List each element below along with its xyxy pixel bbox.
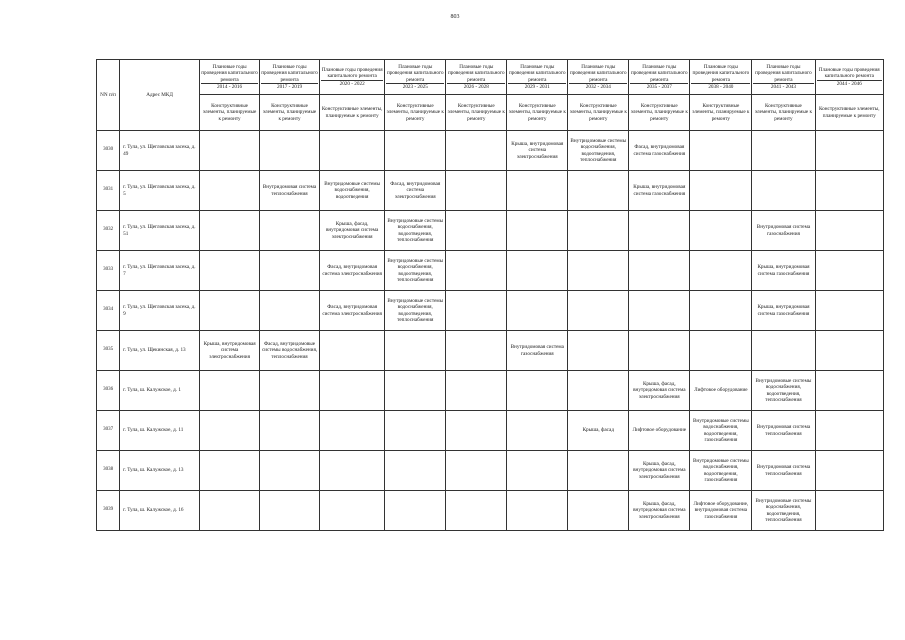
repair-cell: Крыша, внутридомовая система электроснабжения (507, 131, 568, 171)
period-years: 2023 - 2025 (386, 83, 444, 90)
repair-cell (568, 451, 629, 491)
period-header (320, 60, 385, 95)
row-number: 3036 (97, 371, 120, 411)
repair-cell (568, 171, 629, 211)
repair-cell (507, 171, 568, 211)
period-header (690, 60, 752, 95)
table-row (97, 171, 884, 211)
period-years: 2026 - 2028 (447, 83, 505, 90)
repair-cell (260, 131, 320, 171)
row-number: 3033 (97, 251, 120, 291)
repair-cell: Внутридомовые системы водоснабжения, водоотведения, теплоснабжения (385, 251, 446, 291)
repair-cell (385, 451, 446, 491)
repair-cell: Фасад, внутридомовая система электроснабжения (385, 171, 446, 211)
repair-cell: Фасад, внутридомовая система электроснабжения (320, 291, 385, 331)
period-years: 2014 - 2016 (201, 83, 258, 90)
elements-subheader: Конструктивные элементы, планируемые к ремонту (507, 95, 568, 131)
repair-cell: Внутридомовые системы водоснабжения, водоотведения, теплоснабжения (568, 131, 629, 171)
repair-cell (446, 211, 507, 251)
repair-cell (260, 251, 320, 291)
repair-cell: Фасад, внутридомовая система электроснабжения (320, 251, 385, 291)
table-row (97, 371, 884, 411)
repair-cell: Внутридомовые системы водоснабжения, водоотведения, теплоснабжения (752, 371, 815, 411)
repair-cell (507, 211, 568, 251)
period-years: 2035 - 2037 (630, 83, 688, 90)
repair-cell (446, 131, 507, 171)
row-number: 3039 (97, 491, 120, 531)
repair-cell (507, 371, 568, 411)
repair-cell (200, 371, 260, 411)
repair-cell: Внутридомовые системы водоснабжения, водоотведения, газоснабжения (690, 451, 752, 491)
repair-cell: Крыша, фасад, внутридомовая система электроснабжения (320, 211, 385, 251)
table-row (97, 211, 884, 251)
repair-cell: Крыша, внутридомовая система газоснабжения (629, 171, 690, 211)
repair-cell: Лифтовое оборудование (629, 411, 690, 451)
repair-cell (200, 131, 260, 171)
address-column-header: Адрес МКД (120, 60, 200, 131)
period-header (260, 60, 320, 95)
repair-cell (385, 411, 446, 451)
repair-cell (568, 371, 629, 411)
repair-cell (200, 171, 260, 211)
row-address: г. Тула, ш. Калужское, д. 13 (120, 451, 200, 491)
row-number: 3035 (97, 331, 120, 371)
repair-cell (385, 491, 446, 531)
row-number: 3031 (97, 171, 120, 211)
elements-subheader: Конструктивные элементы, планируемые к ремонту (320, 95, 385, 131)
table-row (97, 451, 884, 491)
repair-cell: Внутридомовые системы водоснабжения, водоотведения, газоснабжения (690, 411, 752, 451)
row-address: г. Тула, ш. Калужское, д. 11 (120, 411, 200, 451)
period-title: Плановые годы проведения капитального ремонта (818, 67, 880, 80)
period-years: 2020 - 2022 (321, 80, 383, 87)
period-years: 2029 - 2031 (508, 83, 566, 90)
row-number: 3034 (97, 291, 120, 331)
repair-cell (568, 491, 629, 531)
row-number: 3032 (97, 211, 120, 251)
repair-cell (629, 291, 690, 331)
period-title: Плановые годы проведения капитального ремонта (569, 64, 627, 83)
elements-subheader: Конструктивные элементы, планируемые к ремонту (752, 95, 815, 131)
repair-cell (507, 411, 568, 451)
repair-cell (815, 131, 883, 171)
repair-cell (446, 331, 507, 371)
repair-cell: Внутридомовая система газоснабжения (752, 211, 815, 251)
elements-subheader: Конструктивные элементы, планируемые к ремонту (690, 95, 752, 131)
row-address: г. Тула, ул. Щегловская засека, д. 9 (120, 291, 200, 331)
repair-cell (752, 171, 815, 211)
repair-cell (507, 451, 568, 491)
row-address: г. Тула, ул. Щегловская засека, д. 51 (120, 211, 200, 251)
repair-cell (200, 291, 260, 331)
repair-cell: Крыша, фасад, внутридомовая система электроснабжения (629, 491, 690, 531)
repair-cell (752, 131, 815, 171)
repair-cell (815, 211, 883, 251)
repair-cell (200, 251, 260, 291)
row-address: г. Тула, ул. Щегловская засека, д. 49 (120, 131, 200, 171)
repair-cell (320, 131, 385, 171)
elements-subheader: Конструктивные элементы, планируемые к ремонту (568, 95, 629, 131)
period-header (446, 60, 507, 95)
row-number: 3037 (97, 411, 120, 451)
period-title: Плановые годы проведения капитального ремонта (631, 64, 688, 83)
period-title: Плановые годы проведения капитального ремонта (447, 64, 505, 83)
repair-cell (815, 371, 883, 411)
period-years: 2041 - 2043 (753, 83, 813, 90)
repair-cell (385, 131, 446, 171)
num-column-header: NN п/п (97, 60, 120, 131)
row-address: г. Тула, ул. Щекинская, д. 13 (120, 331, 200, 371)
period-header (507, 60, 568, 95)
repair-cell (260, 211, 320, 251)
period-title: Плановые годы проведения капитального ремонта (386, 64, 444, 83)
repair-cell (815, 451, 883, 491)
period-header (752, 60, 815, 95)
page-number: 803 (450, 14, 460, 20)
table-row (97, 491, 884, 531)
period-header (815, 60, 883, 95)
elements-subheader: Конструктивные элементы, планируемые к ремонту (629, 95, 690, 131)
row-address: г. Тула, ул. Щегловская засека, д. 7 (120, 251, 200, 291)
repair-cell (260, 491, 320, 531)
repair-cell (200, 211, 260, 251)
period-title: Плановые годы проведения капитального ремонта (692, 64, 750, 83)
repair-cell (446, 291, 507, 331)
capital-repair-table (96, 59, 884, 531)
period-title: Плановые годы проведения капитального ремонта (201, 64, 258, 83)
repair-cell (200, 491, 260, 531)
table-row (97, 291, 884, 331)
repair-cell: Внутридомовая система теплоснабжения (752, 411, 815, 451)
repair-cell (320, 331, 385, 371)
table-row (97, 411, 884, 451)
repair-cell (446, 411, 507, 451)
table-row (97, 131, 884, 171)
repair-cell (320, 451, 385, 491)
repair-cell (629, 251, 690, 291)
repair-cell (446, 491, 507, 531)
repair-cell: Фасад, внутридомовые системы водоснабжения, теплоснабжения (260, 331, 320, 371)
repair-cell: Крыша, внутридомовая система электроснабжения (200, 331, 260, 371)
repair-cell (815, 411, 883, 451)
repair-cell: Крыша, фасад (568, 411, 629, 451)
repair-cell: Фасад, внутридомовая система газоснабжения (629, 131, 690, 171)
period-years: 2032 - 2034 (569, 83, 627, 90)
repair-cell (629, 211, 690, 251)
repair-cell (320, 371, 385, 411)
repair-cell: Крыша, фасад, внутридомовая система электроснабжения (629, 371, 690, 411)
repair-cell (752, 331, 815, 371)
repair-cell (568, 331, 629, 371)
repair-cell: Крыша, фасад, внутридомовая система электроснабжения (629, 451, 690, 491)
repair-cell (385, 371, 446, 411)
elements-subheader: Конструктивные элементы, планируемые к ремонту (385, 95, 446, 131)
repair-cell: Крыша, внутридомовая система газоснабжения (752, 251, 815, 291)
repair-cell (320, 491, 385, 531)
repair-cell (200, 411, 260, 451)
table-row (97, 251, 884, 291)
repair-cell (690, 251, 752, 291)
repair-cell (568, 251, 629, 291)
period-header (629, 60, 690, 95)
row-number: 3038 (97, 451, 120, 491)
repair-cell (446, 251, 507, 291)
repair-cell (446, 171, 507, 211)
repair-cell (446, 371, 507, 411)
repair-cell (690, 171, 752, 211)
period-header (200, 60, 260, 95)
repair-cell (815, 331, 883, 371)
period-header (568, 60, 629, 95)
period-title: Плановые годы проведения капитального ремонта (261, 64, 318, 83)
repair-cell: Крыша, внутридомовая система газоснабжения (752, 291, 815, 331)
repair-cell: Лифтовое оборудование, внутридомовая система газоснабжения (690, 491, 752, 531)
repair-cell (690, 211, 752, 251)
repair-cell (200, 451, 260, 491)
repair-cell (690, 291, 752, 331)
repair-cell (815, 171, 883, 211)
period-title: Плановые годы проведения капитального ремонта (755, 64, 812, 83)
repair-cell (260, 291, 320, 331)
row-number: 3030 (97, 131, 120, 171)
elements-subheader: Конструктивные элементы, планируемые к ремонту (200, 95, 260, 131)
repair-cell: Внутридомовые системы водоснабжения, водоотведения, теплоснабжения (752, 491, 815, 531)
period-header (385, 60, 446, 95)
repair-cell (815, 251, 883, 291)
repair-cell: Внутридомовая система теплоснабжения (752, 451, 815, 491)
repair-cell (385, 331, 446, 371)
period-years: 2017 - 2019 (261, 83, 318, 90)
repair-cell (568, 291, 629, 331)
repair-cell: Внутридомовые системы водоснабжения, водоотведения (320, 171, 385, 211)
period-title: Плановые годы проведения капитального ремонта (321, 67, 383, 80)
repair-cell (260, 371, 320, 411)
repair-cell: Лифтовое оборудование (690, 371, 752, 411)
table-row (97, 331, 884, 371)
repair-cell: Внутридомовые системы водоснабжения, водоотведения, теплоснабжения (385, 291, 446, 331)
repair-cell (629, 331, 690, 371)
repair-cell (507, 491, 568, 531)
period-years: 2038 - 2040 (691, 83, 750, 90)
repair-cell (260, 451, 320, 491)
repair-cell (815, 491, 883, 531)
row-address: г. Тула, ш. Калужское, д. 1 (120, 371, 200, 411)
elements-subheader: Конструктивные элементы, планируемые к ремонту (815, 95, 883, 131)
period-years: 2044 - 2046 (817, 80, 882, 87)
repair-cell (507, 291, 568, 331)
repair-cell (690, 331, 752, 371)
repair-cell (568, 211, 629, 251)
repair-cell (446, 451, 507, 491)
elements-subheader: Конструктивные элементы, планируемые к ремонту (446, 95, 507, 131)
repair-cell: Внутридомовая система газоснабжения (507, 331, 568, 371)
repair-cell: Внутридомовая система теплоснабжения (260, 171, 320, 211)
row-address: г. Тула, ш. Калужское, д. 16 (120, 491, 200, 531)
repair-cell (260, 411, 320, 451)
repair-cell: Внутридомовые системы водоснабжения, водоотведения, теплоснабжения (385, 211, 446, 251)
repair-cell (507, 251, 568, 291)
row-address: г. Тула, ул. Щегловская засека, д. 5 (120, 171, 200, 211)
elements-subheader: Конструктивные элементы, планируемые к ремонту (260, 95, 320, 131)
repair-cell (690, 131, 752, 171)
period-title: Плановые годы проведения капитального ремонта (508, 64, 566, 83)
repair-cell (815, 291, 883, 331)
repair-cell (320, 411, 385, 451)
